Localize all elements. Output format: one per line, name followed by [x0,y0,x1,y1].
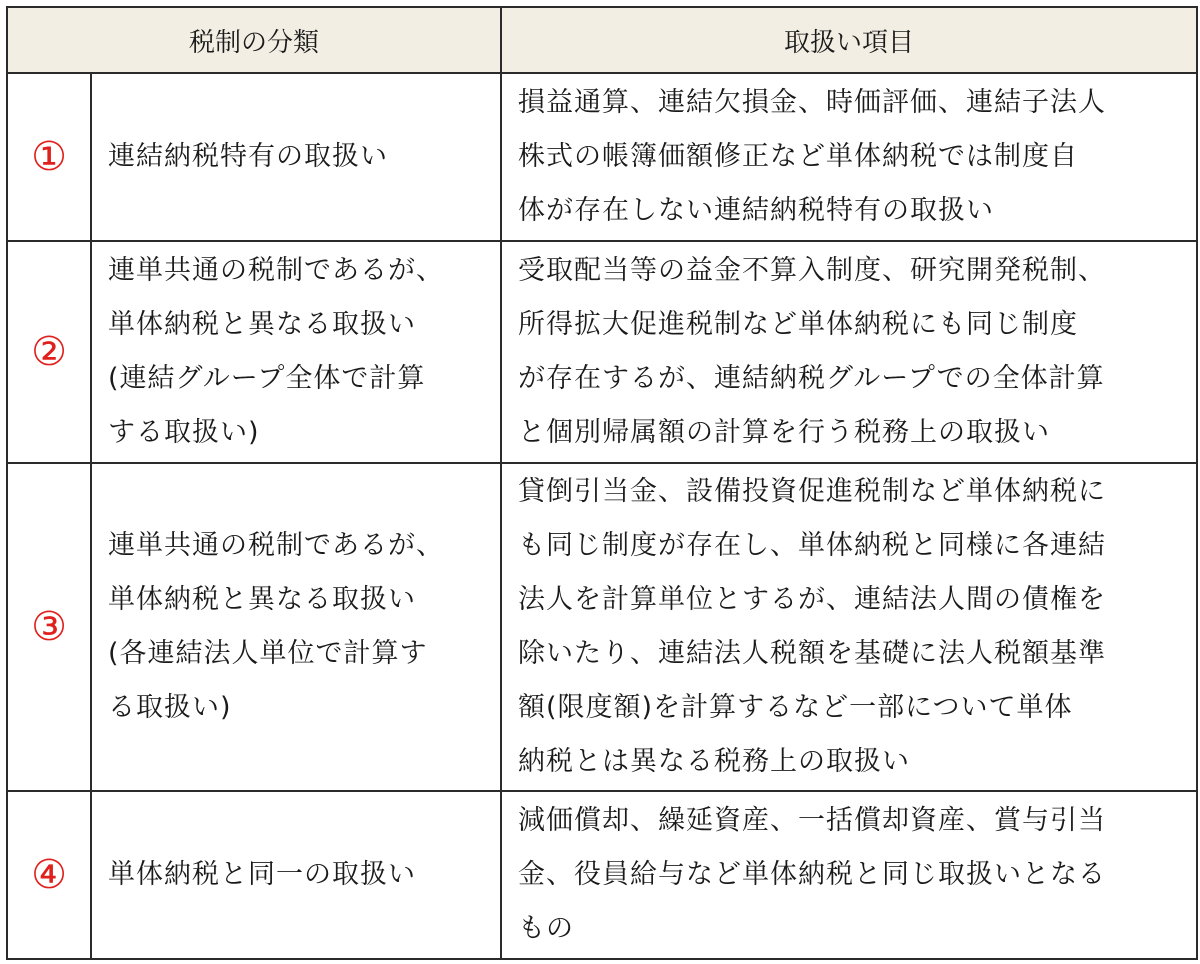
row-items [501,73,1197,241]
table-header [7,7,1197,73]
row-items [501,241,1197,463]
table-body [7,73,1197,959]
items-line: 金、役員給与など単体納税と同じ取扱いとなる [518,859,1107,890]
items-line: 除いたり、連結法人税額を基礎に法人税額基準 [518,638,1107,669]
row-items [501,463,1197,791]
category-line: 単体納税と異なる取扱い [108,309,416,340]
items-line: 株式の帳簿価額修正など単体納税では制度自 [518,141,1079,172]
table-row [7,241,1197,463]
row-category [91,73,501,241]
category-line: 単体納税と異なる取扱い [108,584,416,615]
items-line: 減価償却、繰延資産、一括償却資産、賞与引当 [518,805,1107,836]
items-line: と個別帰属額の計算を行う税務上の取扱い [518,417,1051,448]
category-line: 連単共通の税制であるが、 [108,255,444,286]
items-line: も同じ制度が存在し、単体納税と同様に各連結 [518,530,1107,561]
row-items [501,791,1197,959]
tax-classification-table-wrapper [6,6,1196,960]
tax-classification-table [6,6,1198,960]
items-line: もの [518,913,575,944]
category-line: (連結グループ全体で計算 [108,363,426,394]
table-row [7,73,1197,241]
row-category [91,241,501,463]
items-line: 法人を計算単位とするが、連結法人間の債権を [518,584,1107,615]
items-line: 所得拡大促進税制など単体納税にも同じ制度 [518,309,1079,340]
header-category: 税制の分類 [7,7,501,73]
header-row [7,7,1197,73]
category-line: 連結納税特有の取扱い [108,141,388,172]
items-line: 体が存在しない連結納税特有の取扱い [518,195,995,226]
items-line: 損益通算、連結欠損金、時価評価、連結子法人 [518,87,1107,118]
category-line: る取扱い) [108,692,232,723]
items-line: 貸倒引当金、設備投資促進税制など単体納税に [518,476,1107,507]
row-category [91,463,501,791]
table-row [7,463,1197,791]
category-line: 単体納税と同一の取扱い [108,859,416,890]
category-line: (各連結法人単位で計算す [108,638,428,669]
category-line: 連単共通の税制であるが、 [108,530,444,561]
row-number: ② [7,241,91,463]
row-category [91,791,501,959]
items-line: 額(限度額)を計算するなど一部について単体 [518,692,1073,723]
category-line: する取扱い) [108,417,260,448]
row-number: ① [7,73,91,241]
items-line: 納税とは異なる税務上の取扱い [518,746,911,777]
table-row [7,791,1197,959]
row-number: ③ [7,463,91,791]
header-items: 取扱い項目 [501,7,1197,73]
items-line: が存在するが、連結納税グループでの全体計算 [518,363,1105,394]
items-line: 受取配当等の益金不算入制度、研究開発税制、 [518,255,1107,286]
row-number: ④ [7,791,91,959]
